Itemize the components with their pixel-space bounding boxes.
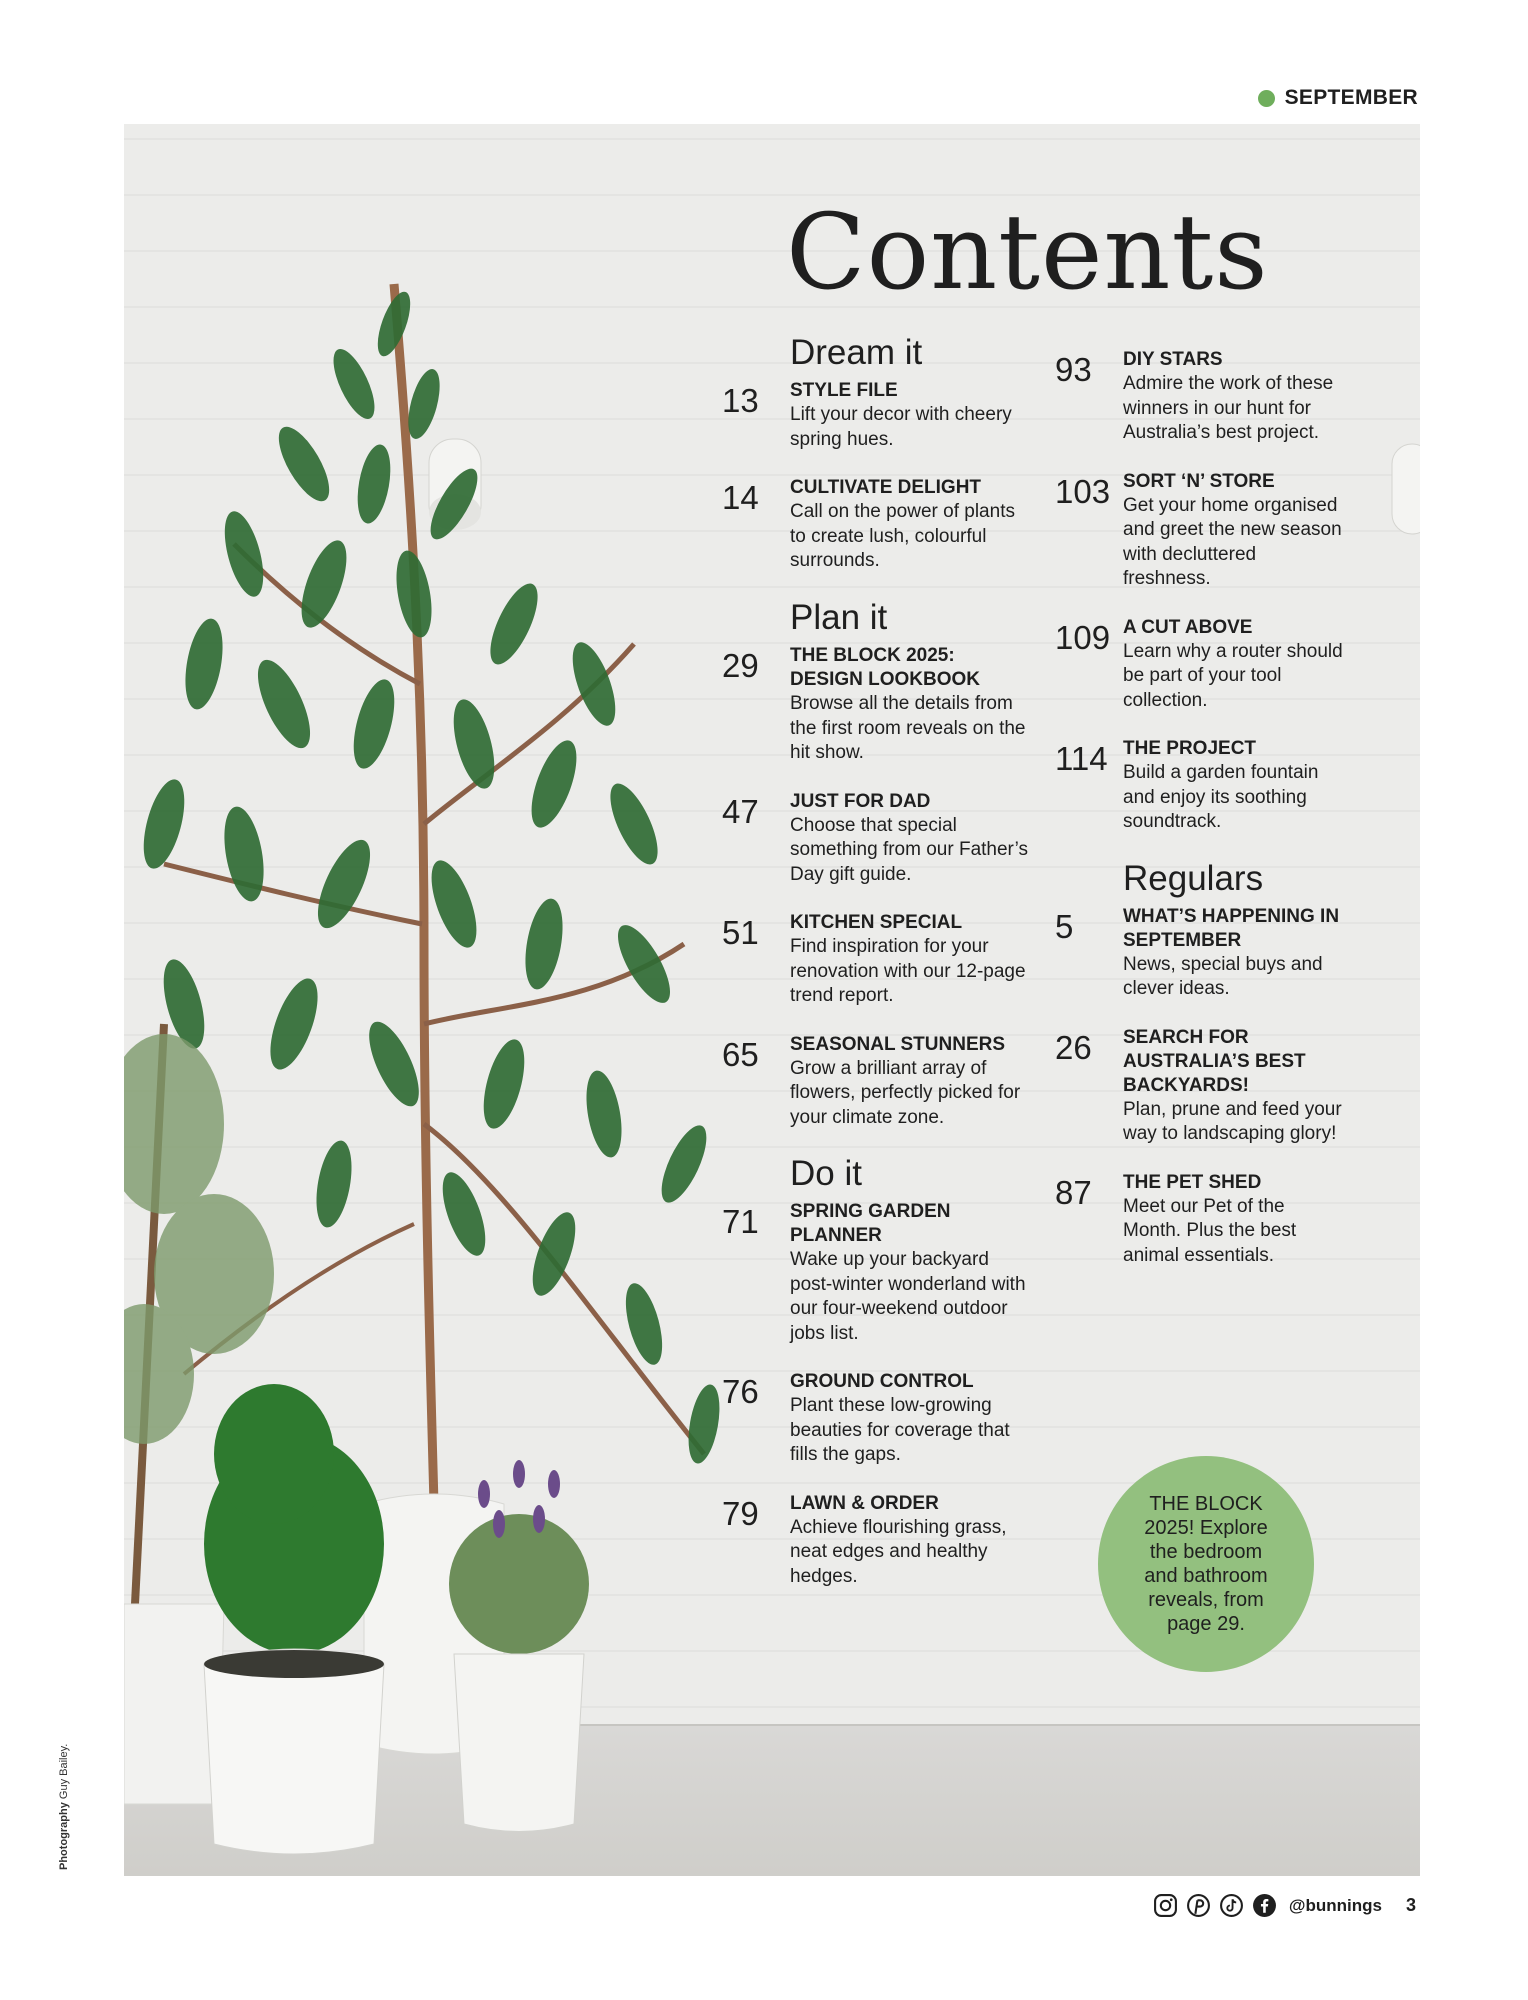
contents-entry[interactable] (1055, 737, 1345, 835)
promo-text: THE BLOCK 2025! Explore the bedroom and bathroom reveals, from page 29. (1144, 1493, 1268, 1635)
page-number: 103 (1055, 472, 1111, 510)
entry-description: News, special buys and clever ideas. (1123, 953, 1323, 1000)
contents-entry[interactable] (1055, 470, 1345, 592)
entry-description: Find inspiration for your renovation with our 12-page trend report. (790, 936, 1026, 1006)
entry-heading: DIY STARS (1123, 349, 1223, 370)
entry-heading: THE PET SHED (1123, 1171, 1262, 1193)
page-number: 26 (1055, 1028, 1092, 1066)
month-tag (1258, 86, 1418, 110)
contents-entry[interactable] (722, 790, 1032, 888)
entry-description: Learn why a router should be part of your tool collection. (1123, 640, 1343, 711)
page-number: 13 (722, 382, 759, 420)
page-number: 65 (722, 1035, 759, 1073)
contents-entry[interactable] (722, 1492, 1032, 1590)
entry-heading: SEARCH FOR AUSTRALIA’S BEST BACKYARDS! (1123, 1026, 1306, 1096)
entry-heading: THE BLOCK 2025: DESIGN LOOKBOOK (790, 645, 981, 690)
entry-description: Lift your decor with cheery spring hues. (790, 404, 1012, 450)
entry-heading: JUST FOR DAD (790, 790, 931, 812)
social-handle[interactable]: @bunnings (1288, 1895, 1382, 1915)
contents-entry[interactable] (722, 476, 1032, 574)
promo-badge[interactable] (1098, 1456, 1314, 1672)
contents-entry[interactable] (722, 911, 1032, 1009)
contents-entry[interactable] (1055, 1171, 1345, 1269)
page-number: 5 (1055, 907, 1074, 945)
entry-description: Wake up your backyard post-winter wonderland with our four-weekend outdoor jobs list. (790, 1249, 1026, 1344)
entry-heading: A CUT ABOVE (1123, 616, 1253, 638)
page-number: 87 (1055, 1173, 1092, 1211)
entry-description: Admire the work of these winners in our hunt for Australia’s best project. (1123, 373, 1334, 443)
entry-description: Plan, prune and feed your way to landscaping glory! (1123, 1098, 1342, 1145)
page-number-footer: 3 (1405, 1895, 1416, 1915)
page-number: 71 (722, 1203, 759, 1241)
photo-credit (58, 1744, 70, 1870)
entry-description: Meet our Pet of the Month. Plus the best animal essentials. (1123, 1195, 1297, 1266)
contents-entry[interactable] (722, 1200, 1032, 1346)
page-number: 47 (722, 792, 759, 830)
month-label: SEPTEMBER (1284, 86, 1418, 109)
contents-right-column (1055, 348, 1345, 1292)
page-number: 29 (722, 647, 759, 684)
tiktok-icon[interactable] (1219, 1893, 1244, 1918)
contents-entry[interactable] (1055, 1026, 1345, 1147)
entry-heading: LAWN & ORDER (790, 1492, 939, 1514)
entry-heading: THE PROJECT (1123, 738, 1257, 759)
pinterest-icon[interactable] (1186, 1893, 1211, 1918)
section-heading: Do it (790, 1154, 862, 1193)
entry-heading: KITCHEN SPECIAL (790, 912, 963, 933)
entry-description: Achieve flourishing grass, neat edges and healthy hedges. (790, 1516, 1007, 1587)
entry-heading: CULTIVATE DELIGHT (790, 477, 982, 499)
entry-description: Grow a brilliant array of flowers, perfectly picked for your climate zone. (790, 1057, 1021, 1128)
contents-entry[interactable] (1055, 905, 1345, 1002)
entry-description: Browse all the details from the first room reveals on the hit show. (790, 693, 1026, 763)
page-number: 14 (722, 479, 759, 517)
page-number: 93 (1055, 351, 1092, 388)
contents-entry[interactable] (722, 644, 1032, 766)
entry-heading: STYLE FILE (790, 380, 898, 402)
contents-entry[interactable] (1055, 348, 1345, 446)
section-do-it (722, 1154, 1032, 1589)
section-plan-it (722, 598, 1032, 1130)
page-number: 51 (722, 914, 759, 951)
page-number: 79 (722, 1494, 759, 1532)
entry-heading: SORT ‘N’ STORE (1123, 470, 1275, 492)
section-heading: Regulars (1123, 858, 1264, 898)
entry-description: Build a garden fountain and enjoy its soothing soundtrack. (1123, 762, 1319, 832)
contents-left-column (722, 333, 1032, 1613)
entry-description: Choose that special something from our Father’s Day gift guide. (790, 814, 1028, 885)
section-heading: Dream it (790, 333, 923, 372)
contents-entry[interactable] (722, 1370, 1032, 1468)
contents-title: Contents (786, 191, 1269, 313)
contents-entry[interactable] (722, 379, 1032, 452)
page-number: 76 (722, 1373, 759, 1411)
section-dream-it (722, 333, 1032, 574)
entry-description: Plant these low-growing beauties for coverage that fills the gaps. (790, 1395, 1010, 1466)
entry-heading: WHAT’S HAPPENING IN SEPTEMBER (1123, 905, 1340, 951)
page-number: 109 (1055, 618, 1111, 656)
contents-entry[interactable] (722, 1033, 1032, 1131)
footer (1153, 1893, 1416, 1918)
entry-heading: GROUND CONTROL (790, 1371, 974, 1393)
month-dot (1258, 90, 1275, 107)
contents-entry[interactable] (1055, 616, 1345, 714)
section-regulars (1055, 859, 1345, 1269)
entry-description: Get your home organised and greet the new season with decluttered freshness. (1123, 494, 1342, 589)
instagram-icon[interactable] (1153, 1893, 1178, 1918)
credit-label: Photography (58, 1802, 70, 1870)
entry-heading: SEASONAL STUNNERS (790, 1033, 1006, 1055)
page-number: 114 (1055, 740, 1108, 777)
credit-name: Guy Bailey. (58, 1743, 70, 1800)
section-heading: Plan it (790, 597, 888, 637)
entry-description: Call on the power of plants to create lush, colourful surrounds. (790, 501, 1015, 572)
facebook-icon[interactable] (1252, 1893, 1277, 1918)
entry-heading: SPRING GARDEN PLANNER (790, 1201, 951, 1247)
